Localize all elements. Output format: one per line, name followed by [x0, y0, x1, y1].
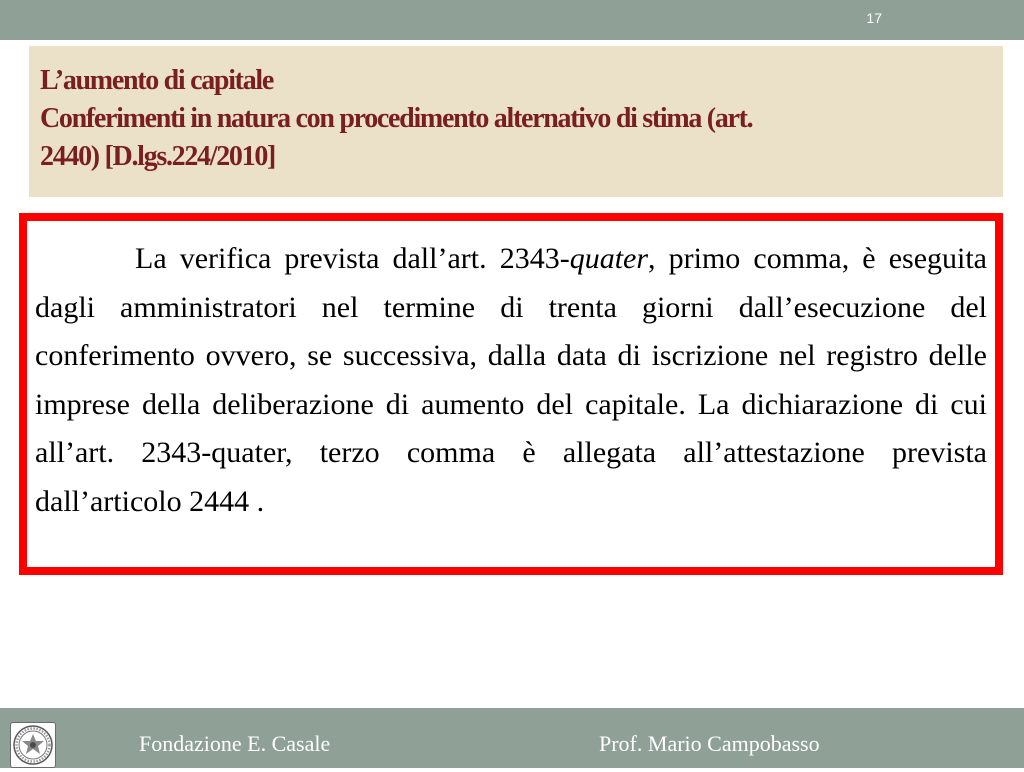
footer-organization: Fondazione E. Casale: [139, 731, 331, 756]
body-paragraph: [35, 235, 987, 526]
slide-title: L’aumento di capitale: [40, 65, 274, 96]
seal-logo-icon: [10, 722, 56, 768]
slide-subtitle-line-2: 2440) [D.lgs.224/2010]: [40, 141, 276, 172]
title-box: [29, 46, 1003, 197]
seal-logo-graphic: [11, 723, 55, 767]
body-text-italic: quater: [569, 242, 649, 275]
top-bar: [0, 0, 1024, 40]
footer-author: Prof. Mario Campobasso: [599, 731, 820, 756]
body-text-start: La verifica prevista dall’art. 2343-: [135, 242, 570, 275]
highlighted-content-box: [19, 213, 1003, 575]
slide-number: 17: [866, 10, 882, 26]
slide-subtitle-line-1: Conferimenti in natura con procedimento alternativo di stima (art.: [40, 103, 753, 134]
body-text-rest: , primo comma, è eseguita dagli amministratori nel termine di trenta giorni dall’esecuzione del conferimento ovvero, se successiva, dalla data di iscrizione nel registro delle imprese della deliberazione di aumento del capitale. La dichiarazione di cui all’art. 2343-quater, terzo comma è allegata all’attestazione prevista dall’articolo 2444 .: [35, 242, 987, 518]
